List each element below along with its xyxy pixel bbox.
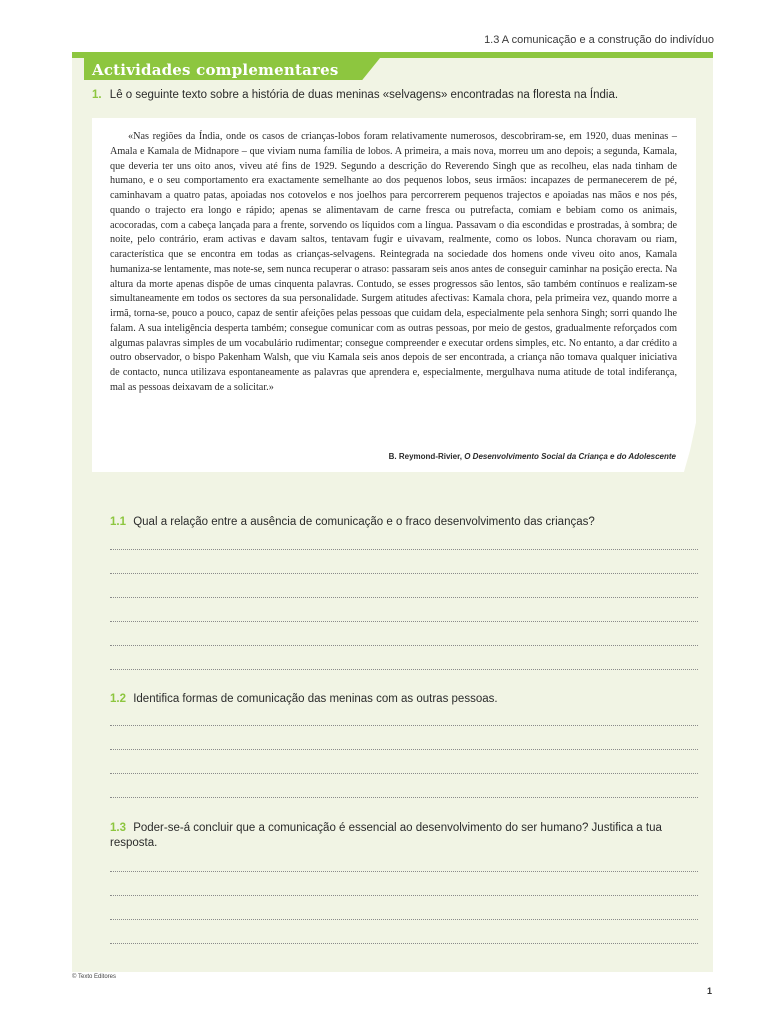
answer-line[interactable] [110,669,698,670]
answer-line[interactable] [110,749,698,750]
question-1-1-number: 1.1 [110,516,126,528]
answer-line[interactable] [110,645,698,646]
answer-line[interactable] [110,725,698,726]
page-number: 1 [706,986,712,996]
running-head: 1.3 A comunicação e a construção do indivíduo [484,34,714,46]
publisher-credit: © Texto Editores [72,974,116,980]
answer-line[interactable] [110,871,698,872]
passage-citation [389,452,676,461]
answer-line[interactable] [110,573,698,574]
answer-line[interactable] [110,773,698,774]
answer-line[interactable] [110,597,698,598]
question-1-2-text: Identifica formas de comunicação das meninas com as outras pessoas. [133,693,498,705]
question-1-3 [110,821,700,851]
question-1 [92,89,692,101]
question-1-number: 1. [92,89,102,101]
question-1-prompt: Lê o seguinte texto sobre a história de duas meninas «selvagens» encontradas na floresta na Índia. [109,89,619,101]
question-1-2 [110,692,700,707]
citation-author: B. Reymond-Rivier, [388,452,465,461]
answer-line[interactable] [110,943,698,944]
answer-line[interactable] [110,549,698,550]
answer-line[interactable] [110,895,698,896]
answer-line[interactable] [110,919,698,920]
question-1-3-text: Poder-se-á concluir que a comunicação é essencial ao desenvolvimento do ser humano? Justifica a tua resposta. [110,822,662,849]
question-1-1-text: Qual a relação entre a ausência de comunicação e o fraco desenvolvimento das crianças? [133,516,595,528]
passage-text: «Nas regiões da Índia, onde os casos de crianças-lobos foram relativamente numerosos, descobriram-se, em 1920, duas meninas – Amala e Kamala de Midnapore – que viviam numa família de lobos. A primeira, a mais nova, morreu um ano depois; a segunda, Kamala, que deveria ter uns oito anos, viveu até fins de 1929. Segundo a descrição do Reverendo Singh que as recolheu, elas nada tinham de humano, e o seu comportamento era exactamente semelhante ao dos pequenos lobos, seus irmãos: incapazes de permanecerem de pé, caminhavam a quatro patas, apoiadas nos cotovelos e nos joelhos para percorrerem pequenos trajectos e apoiadas nas mãos e nos pés, quando o trajecto era longo e rápido; apenas se alimentavam de carne fresca ou putrefacta, comiam e bebiam como os animais, acocoradas, com a cabeça lançada para a frente, sorvendo os líquidos com a língua. Passavam o dia escondidas e prostradas, à sombra; de noite, pelo contrário, eram activas e davam saltos, tentavam fugir e uivavam, realmente, como os lobos. Nunca choravam ou riam, característica que se encontra em todas as crianças-selvagens. Reintegrada na sociedade dos homens onde viveu oito anos, Kamala humaniza-se lentamente, mas note-se, sem nunca recuperar o atraso: passaram seis anos antes de conseguir caminhar na posição erecta. Na altura da morte apenas dispõe de umas cinquenta palavras. Contudo, se esses progressos são lentos, são também contínuos e realizam-se simultaneamente em todos os sectores da sua personalidade. Surgem atitudes afectivas: Kamala chora, pela primeira vez, quando morre a irmã, torna-se, pouco a pouco, capaz de sentir afeições pelas pessoas que cuidam dela, especialmente pela senhora Singh; sorri quando lhe falam. A sua inteligência desperta também; consegue comunicar com as outras pessoas, por meio de gestos, gradualmente reforçados com algumas palavras simples de um vocabulário rudimentar; consegue compreender e executar ordens simples, etc. No entanto, a dar crédito a outro observador, o bispo Pakenham Walsh, que viu Kamala seis anos depois de ser encontrada, a criança não tomava qualquer iniciativa de contacto, nunca utilizava espontaneamente as palavras que aprendera e, especialmente, mergulhava numa atitude de total indiferança, mal as pessoas deixavam de a solicitar.» [110,131,677,393]
answer-line[interactable] [110,797,698,798]
question-1-2-number: 1.2 [110,693,126,705]
citation-book: O Desenvolvimento Social da Criança e do Adolescente [464,452,676,461]
question-1-3-number: 1.3 [110,822,126,834]
question-1-1 [110,515,700,530]
answer-line[interactable] [110,621,698,622]
section-title: Actividades complementares [92,61,339,79]
